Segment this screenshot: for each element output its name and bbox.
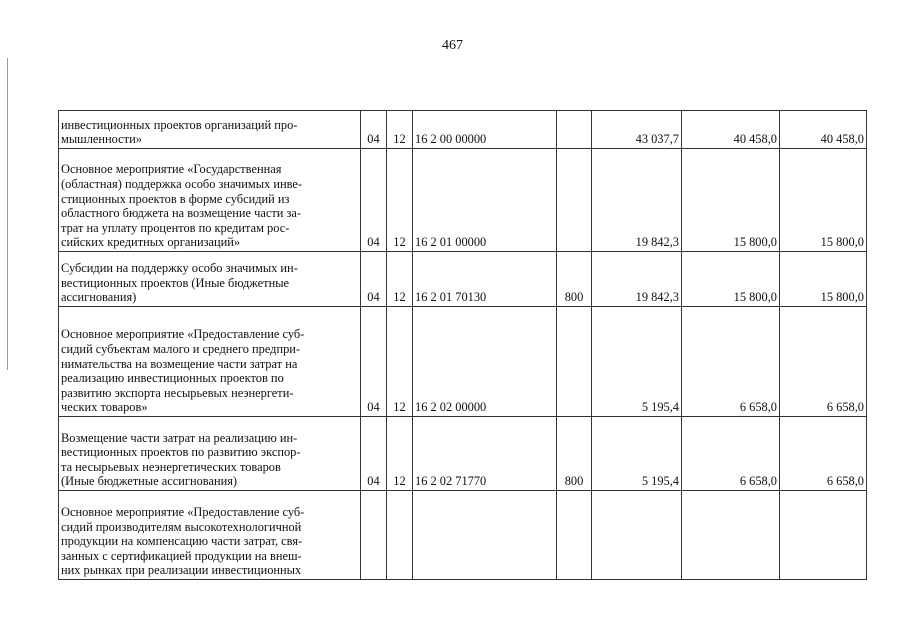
amount-col-1: 43 037,7 [592, 111, 682, 149]
amount-col-3 [780, 491, 867, 580]
section-code: 04 [361, 111, 387, 149]
page-number: 467 [442, 38, 463, 53]
expense-type-code [557, 491, 592, 580]
amount-col-1: 5 195,4 [592, 307, 682, 417]
row-description: Субсидии на поддержку особо значимых ин- вестиционных проектов (Иные бюджетные ассигнования) [59, 252, 361, 307]
amount-col-1 [592, 491, 682, 580]
amount-col-2: 6 658,0 [682, 417, 780, 491]
target-article-code: 16 2 00 00000 [413, 111, 557, 149]
subsection-code: 12 [387, 149, 413, 252]
section-code: 04 [361, 307, 387, 417]
budget-table [58, 110, 867, 580]
section-code: 04 [361, 252, 387, 307]
amount-col-3: 15 800,0 [780, 252, 867, 307]
amount-col-3: 40 458,0 [780, 111, 867, 149]
table-row [59, 417, 867, 491]
amount-col-1: 19 842,3 [592, 149, 682, 252]
section-code: 04 [361, 149, 387, 252]
table-row [59, 149, 867, 252]
table-row [59, 491, 867, 580]
amount-col-2: 15 800,0 [682, 252, 780, 307]
subsection-code: 12 [387, 307, 413, 417]
section-code: 04 [361, 417, 387, 491]
subsection-code [387, 491, 413, 580]
amount-col-3: 15 800,0 [780, 149, 867, 252]
target-article-code [413, 491, 557, 580]
table-row [59, 252, 867, 307]
expense-type-code [557, 307, 592, 417]
amount-col-2: 40 458,0 [682, 111, 780, 149]
amount-col-3: 6 658,0 [780, 307, 867, 417]
amount-col-2: 6 658,0 [682, 307, 780, 417]
expense-type-code [557, 111, 592, 149]
amount-col-2: 15 800,0 [682, 149, 780, 252]
row-description: Основное мероприятие «Предоставление суб- сидий производителям высокотехнологичной продукции на компенсацию части затрат, свя- занных с сертификацией продукции на внеш- них рынках при реализации инвестиционных [59, 491, 361, 580]
row-description: Возмещение части затрат на реализацию ин- вестиционных проектов по развитию экспор- та несырьевых неэнергетических товаров (Иные бюджетные ассигнования) [59, 417, 361, 491]
table-row [59, 307, 867, 417]
expense-type-code: 800 [557, 252, 592, 307]
target-article-code: 16 2 01 70130 [413, 252, 557, 307]
target-article-code: 16 2 02 71770 [413, 417, 557, 491]
target-article-code: 16 2 02 00000 [413, 307, 557, 417]
subsection-code: 12 [387, 111, 413, 149]
page-edge-line [7, 58, 8, 370]
subsection-code: 12 [387, 252, 413, 307]
section-code [361, 491, 387, 580]
amount-col-1: 5 195,4 [592, 417, 682, 491]
subsection-code: 12 [387, 417, 413, 491]
table-row [59, 111, 867, 149]
expense-type-code: 800 [557, 417, 592, 491]
row-description: Основное мероприятие «Предоставление суб- сидий субъектам малого и среднего предпри- нимательства на возмещение части затрат на реализацию инвестиционных проектов по развитию экспорта несырьевых неэнергети- ческих товаров» [59, 307, 361, 417]
amount-col-3: 6 658,0 [780, 417, 867, 491]
target-article-code: 16 2 01 00000 [413, 149, 557, 252]
amount-col-2 [682, 491, 780, 580]
expense-type-code [557, 149, 592, 252]
amount-col-1: 19 842,3 [592, 252, 682, 307]
row-description: Основное мероприятие «Государственная (областная) поддержка особо значимых инве- стиционных проектов в форме субсидий из областного бюджета на возмещение части за- трат на уплату процентов по кредитам рос- сийских кредитных организаций» [59, 149, 361, 252]
row-description: инвестиционных проектов организаций про- мышленности» [59, 111, 361, 149]
